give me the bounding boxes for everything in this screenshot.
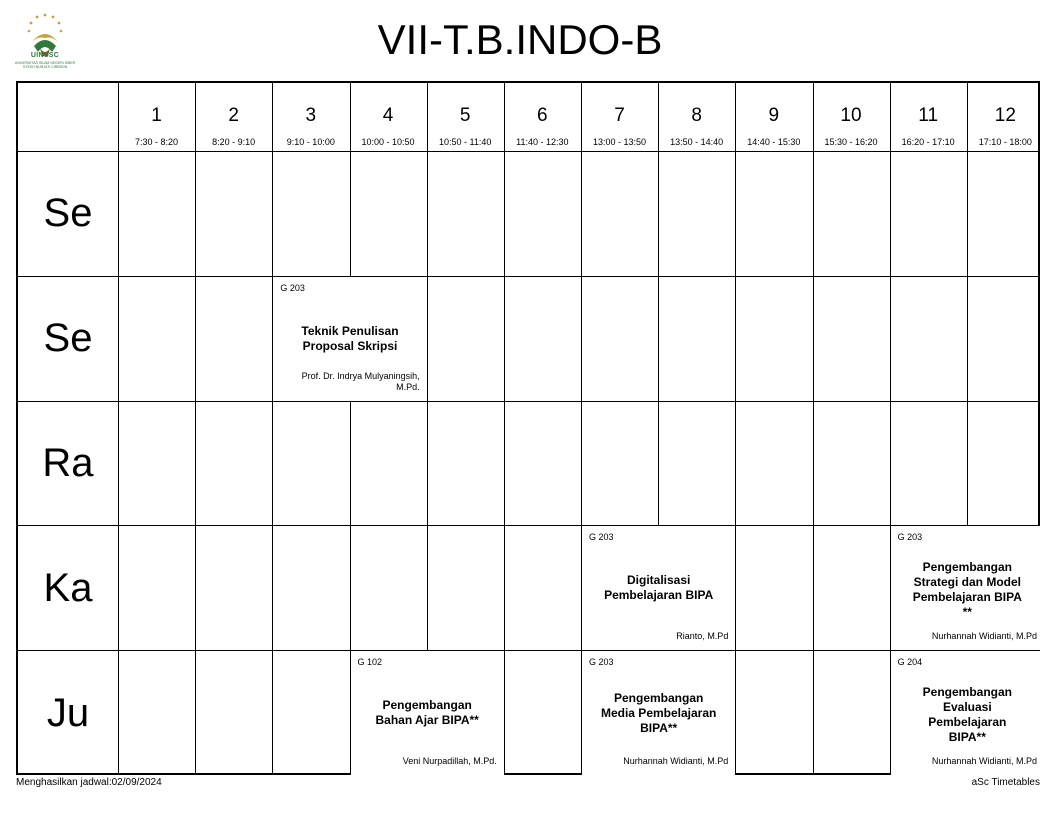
period-number: 1 <box>151 105 162 126</box>
grid-vline <box>195 81 196 775</box>
lesson-subject: Pengembangan Media Pembelajaran BIPA** <box>600 690 717 735</box>
period-time: 7:30 - 8:20 <box>134 137 179 147</box>
period-number: 2 <box>228 105 239 126</box>
period-number: 4 <box>382 105 394 126</box>
grid-vline <box>504 81 505 775</box>
period-number: 7 <box>614 105 625 126</box>
grid-vline <box>118 81 119 775</box>
period-time: 16:20 - 17:10 <box>901 137 955 147</box>
lesson-room: G 203 <box>589 532 614 543</box>
logo-text: UINSSC <box>30 52 60 59</box>
grid-hline <box>16 525 1040 526</box>
grid-vline <box>272 81 273 775</box>
day-label: Se <box>43 191 93 236</box>
lesson-subject: Pengembangan Evaluasi Pembelajaran BIPA** <box>922 685 1012 745</box>
software-credit: aSc Timetables <box>971 777 1040 788</box>
period-time: 10:50 - 11:40 <box>438 137 492 147</box>
lesson-teacher: Nurhannah Widianti, M.Pd <box>931 631 1037 642</box>
period-time: 9:10 - 10:00 <box>286 137 335 147</box>
lesson-teacher: Veni Nurpadillah, M.Pd. <box>402 755 497 766</box>
lesson-subject: Pengembangan Strategi dan Model Pembelajaran BIPA ** <box>912 560 1022 620</box>
period-number: 5 <box>459 105 471 126</box>
generated-date: Menghasilkan jadwal:02/09/2024 <box>16 777 162 788</box>
lesson-subject: Teknik Penulisan Proposal Skripsi <box>301 323 399 353</box>
lesson-teacher: Rianto, M.Pd <box>676 631 729 642</box>
period-number: 3 <box>305 105 317 126</box>
period-number: 11 <box>918 105 939 126</box>
grid-hline <box>16 650 1040 651</box>
day-label: Ra <box>42 441 94 485</box>
lesson-teacher: Nurhannah Widianti, M.Pd <box>931 755 1037 766</box>
grid-hline <box>16 276 1040 277</box>
period-time: 14:40 - 15:30 <box>747 137 801 147</box>
period-time: 10:00 - 10:50 <box>361 137 415 147</box>
lesson-room: G 204 <box>897 657 923 668</box>
lesson-card <box>582 526 735 650</box>
lesson-room: G 102 <box>357 657 383 668</box>
period-time: 8:20 - 9:10 <box>212 137 256 147</box>
lesson-teacher: Nurhannah Widianti, M.Pd <box>623 755 729 766</box>
lesson-subject: Pengembangan Bahan Ajar BIPA** <box>375 698 479 728</box>
period-number: 10 <box>840 105 862 126</box>
period-time: 13:50 - 14:40 <box>670 137 724 147</box>
day-label: Ka <box>43 565 93 610</box>
period-time: 17:10 - 18:00 <box>978 137 1032 147</box>
lesson-card <box>891 651 1044 775</box>
timetable-grid <box>16 81 1040 775</box>
lesson-card <box>891 526 1044 650</box>
day-label: Ju <box>46 690 90 735</box>
grid-hline <box>16 401 1040 402</box>
period-time: 13:00 - 13:50 <box>592 137 647 147</box>
lesson-subject: Digitalisasi Pembelajaran BIPA <box>604 573 714 603</box>
logo-subtitle: UNIVERSITAS ISLAM NEGERI SIBER SYEKH NURJATI CIREBON <box>14 61 76 69</box>
grid-vline <box>735 81 736 775</box>
lesson-room: G 203 <box>589 657 614 668</box>
lesson-room: G 203 <box>897 532 923 543</box>
grid-hline <box>16 151 1040 152</box>
lesson-card <box>351 651 504 775</box>
lesson-teacher: Prof. Dr. Indrya Mulyaningsih, M.Pd. <box>301 370 420 392</box>
period-number: 8 <box>691 105 702 126</box>
lesson-card <box>582 651 735 775</box>
page-title: VII-T.B.INDO-B <box>377 16 663 63</box>
day-label: Se <box>43 316 93 361</box>
period-time: 11:40 - 12:30 <box>516 137 569 147</box>
period-number: 6 <box>537 105 548 126</box>
lesson-card <box>273 277 426 401</box>
lesson-room: G 203 <box>280 282 305 293</box>
period-number: 12 <box>994 105 1016 126</box>
grid-vline <box>813 81 814 775</box>
period-number: 9 <box>768 105 780 126</box>
period-time: 15:30 - 16:20 <box>824 137 878 147</box>
